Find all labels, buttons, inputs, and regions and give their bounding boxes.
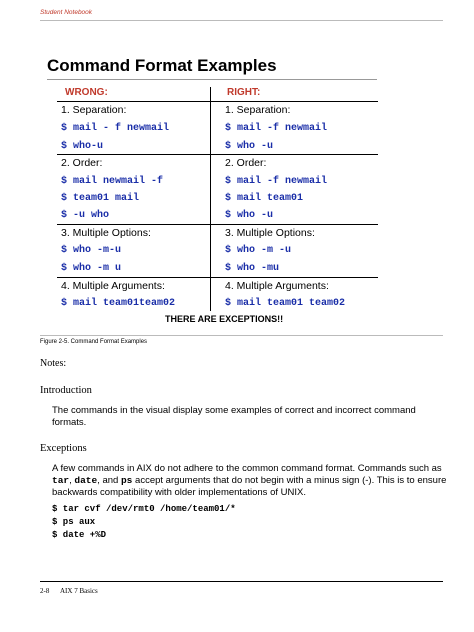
right-command: $ mail team01 team02	[225, 298, 346, 309]
footer-book-title: AIX 7 Basics	[60, 587, 98, 595]
figure-caption: Figure 2-5. Command Format Examples	[40, 339, 148, 345]
wrong-column-header: WRONG:	[65, 87, 108, 98]
right-command: $ who -u	[225, 210, 274, 221]
right-command: $ who -m -u	[225, 245, 292, 256]
code-line: $ ps aux	[52, 517, 96, 527]
code-line: $ tar cvf /dev/rmt0 /home/team01/*	[52, 504, 236, 514]
wrong-command: $ mail - f newmail	[61, 123, 170, 134]
wrong-command: $ team01 mail	[61, 193, 140, 204]
header-label: Student Notebook	[40, 9, 93, 16]
wrong-command: $ mail team01team02	[61, 298, 176, 309]
slide-title: Command Format Examples	[47, 56, 277, 75]
wrong-command: $ mail newmail -f	[61, 176, 164, 187]
caption-rule	[40, 335, 443, 336]
right-command: $ who -mu	[225, 263, 280, 274]
keyword-tar: tar	[52, 475, 70, 486]
right-command: $ mail team01	[225, 193, 304, 204]
title-rule	[47, 79, 377, 80]
row-title: 3. Multiple Options:	[61, 227, 151, 239]
row-title: 3. Multiple Options:	[225, 227, 315, 239]
row-divider	[57, 224, 378, 225]
wrong-command: $ -u who	[61, 210, 110, 221]
right-command: $ mail -f newmail	[225, 176, 328, 187]
row-divider	[57, 277, 378, 278]
footer-page-number: 2-8	[40, 587, 50, 595]
exceptions-text: A few commands in AIX do not adhere to the common command format. Commands such as tar, date, and ps accept arguments that do not begin with a minus sign (-). This is to ensure backwards compatibility with older implementations of UNIX.	[52, 463, 447, 498]
row-divider	[57, 101, 378, 102]
row-title: 4. Multiple Arguments:	[225, 280, 329, 292]
row-title: 2. Order:	[225, 157, 267, 169]
right-column-header: RIGHT:	[227, 87, 261, 98]
row-divider	[57, 154, 378, 155]
code-line: $ date +%D	[52, 530, 107, 540]
exceptions-note: THERE ARE EXCEPTIONS!!	[165, 314, 284, 324]
introduction-heading: Introduction	[40, 385, 92, 396]
wrong-command: $ who -m u	[61, 263, 122, 274]
row-title: 4. Multiple Arguments:	[61, 280, 165, 292]
keyword-ps: ps	[120, 475, 133, 486]
row-title: 1. Separation:	[225, 104, 291, 116]
wrong-command: $ who-u	[61, 141, 104, 152]
row-title: 1. Separation:	[61, 104, 127, 116]
keyword-date: date	[74, 475, 98, 486]
header-rule	[40, 20, 443, 21]
right-command: $ mail -f newmail	[225, 123, 328, 134]
notes-label: Notes:	[40, 358, 67, 369]
exceptions-heading: Exceptions	[40, 443, 87, 454]
footer-rule	[40, 581, 443, 582]
wrong-command: $ who -m-u	[61, 245, 122, 256]
row-title: 2. Order:	[61, 157, 103, 169]
introduction-text: The commands in the visual display some examples of correct and incorrect command formats.	[52, 405, 416, 428]
right-command: $ who -u	[225, 141, 274, 152]
